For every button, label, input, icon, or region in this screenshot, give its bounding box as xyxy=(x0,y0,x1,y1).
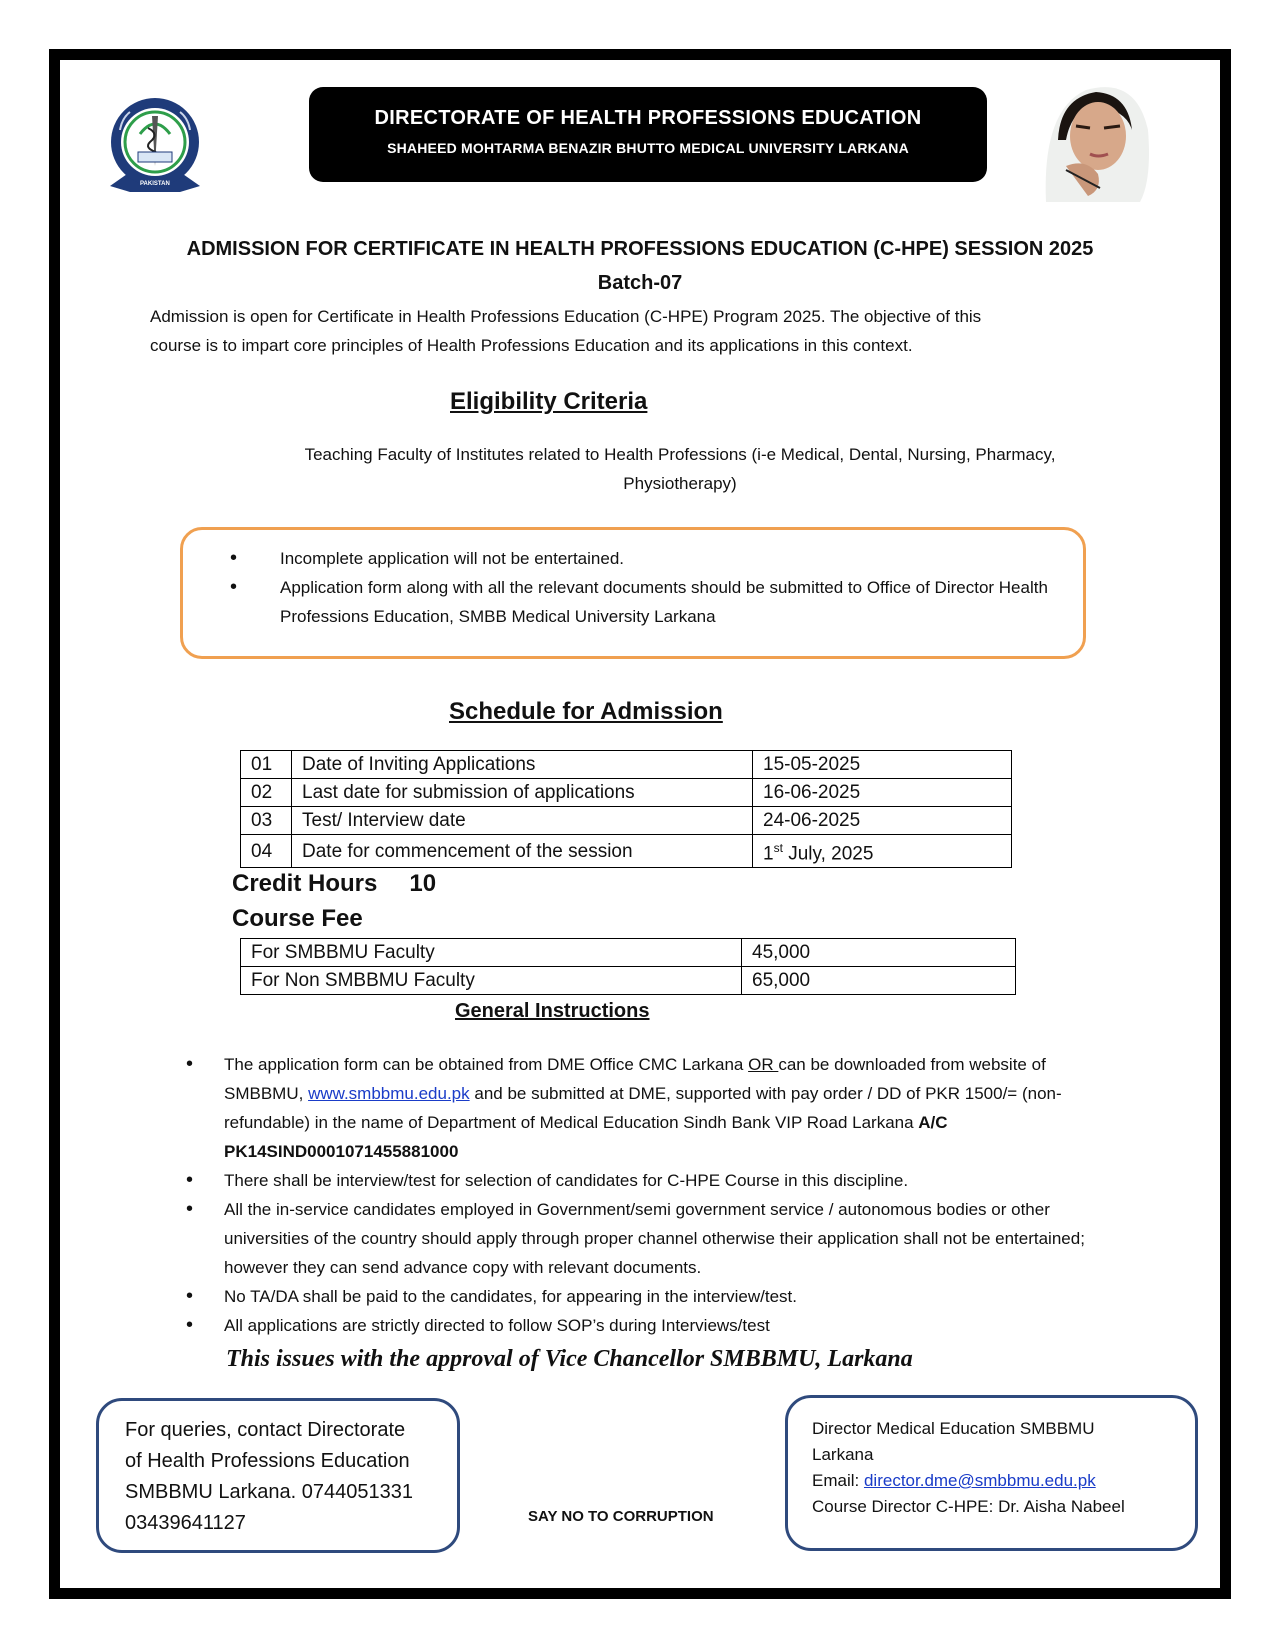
instruction-item xyxy=(182,1050,1122,1166)
instruction-item: • All the in-service candidates employed in Government/semi government service / autonomous bodies or other universities of the country should apply through proper channel otherwise their application shall not be entertained; however they can send advance copy with relevant documents. xyxy=(182,1195,1122,1282)
course-director: Course Director C-HPE: Dr. Aisha Nabeel xyxy=(812,1497,1125,1516)
portrait-photo xyxy=(1036,70,1154,202)
schedule-label: Date of Inviting Applications xyxy=(292,751,753,779)
instruction-item: • There shall be interview/test for selection of candidates for C-HPE Course in this discipline. xyxy=(182,1166,1122,1195)
instruction-item: • All applications are strictly directed to follow SOP’s during Interviews/test xyxy=(182,1311,1122,1340)
credit-value: 10 xyxy=(409,870,437,897)
schedule-no: 02 xyxy=(241,779,292,807)
intro-line2: course is to impart core principles of Health Professions Education and its applications in this context. xyxy=(150,336,913,355)
course-fee-heading: Course Fee xyxy=(232,905,363,932)
table-row xyxy=(241,835,1012,868)
slogan: SAY NO TO CORRUPTION xyxy=(528,1508,714,1525)
instruction-text: The application form can be obtained from DME Office CMC Larkana xyxy=(224,1055,749,1074)
table-row xyxy=(241,807,1012,835)
instruction-text: can be downloaded from website of SMBBMU, xyxy=(224,1055,1046,1103)
logo-pakistan-text: PAKISTAN xyxy=(140,181,170,187)
schedule-date xyxy=(753,835,1012,868)
intro-paragraph xyxy=(150,302,1110,360)
schedule-no: 03 xyxy=(241,807,292,835)
eligibility-line1: Teaching Faculty of Institutes related to Health Professions (i-e Medical, Dental, Nursing, Pharmacy, xyxy=(304,445,1056,464)
schedule-heading: Schedule for Admission xyxy=(449,698,723,725)
email-label: Email: xyxy=(812,1471,864,1490)
general-instructions-heading: General Instructions xyxy=(455,1000,650,1022)
header-line2: SHAHEED MOHTARMA BENAZIR BHUTTO MEDICAL UNIVERSITY LARKANA xyxy=(387,140,909,156)
queries-line: of Health Professions Education xyxy=(125,1450,410,1472)
table-row xyxy=(241,939,1016,967)
schedule-label: Test/ Interview date xyxy=(292,807,753,835)
notes-list xyxy=(228,544,1048,631)
eligibility-heading: Eligibility Criteria xyxy=(450,388,648,415)
schedule-date: 24-06-2025 xyxy=(753,807,1012,835)
date-rest: July, 2025 xyxy=(782,843,874,865)
general-instructions-list xyxy=(182,1050,1122,1340)
table-row xyxy=(241,967,1016,995)
schedule-table xyxy=(240,750,1012,868)
fee-amount: 45,000 xyxy=(742,939,1016,967)
account-number: A/C PK14SIND0001071455881000 xyxy=(224,1113,948,1161)
schedule-no: 01 xyxy=(241,751,292,779)
credit-hours xyxy=(232,870,436,898)
date-day: 1 xyxy=(763,843,774,865)
instruction-text: and be submitted at DME, supported with pay order / DD of PKR 1500/= (non-refundable) in the name of Department of Medical Education Sindh Bank VIP Road Larkana xyxy=(224,1084,1062,1132)
schedule-date: 15-05-2025 xyxy=(753,751,1012,779)
queries-line: SMBBMU Larkana. 0744051331 xyxy=(125,1481,413,1503)
fee-table xyxy=(240,938,1016,995)
page-title: ADMISSION FOR CERTIFICATE IN HEALTH PROFESSIONS EDUCATION (C-HPE) SESSION 2025 xyxy=(186,238,1094,260)
eligibility-text xyxy=(230,440,1130,498)
or-text: OR xyxy=(748,1055,779,1074)
note-item: • Application form along with all the relevant documents should be submitted to Office of Director Health Professions Education, SMBB Medical University Larkana xyxy=(228,573,1048,631)
header-banner xyxy=(309,87,987,182)
email-link[interactable]: director.dme@smbbmu.edu.pk xyxy=(863,1471,1096,1490)
fee-label: For Non SMBBMU Faculty xyxy=(241,967,742,995)
schedule-label: Date for commencement of the session xyxy=(292,835,753,868)
fee-amount: 65,000 xyxy=(742,967,1016,995)
university-logo xyxy=(100,94,210,194)
queries-line: For queries, contact Directorate xyxy=(125,1419,406,1441)
director-title: Director Medical Education SMBBMU xyxy=(812,1419,1095,1438)
queries-box xyxy=(96,1398,460,1553)
schedule-no: 04 xyxy=(241,835,292,868)
queries-line: 03439641127 xyxy=(125,1512,246,1534)
intro-line1: Admission is open for Certificate in Health Professions Education (C-HPE) Program 2025. The objective of this xyxy=(150,307,982,326)
director-email-row xyxy=(812,1468,1195,1494)
date-sup: st xyxy=(773,841,783,855)
note-item: • Incomplete application will not be entertained. xyxy=(228,544,1048,573)
website-link[interactable]: www.smbbmu.edu.pk xyxy=(308,1084,470,1103)
header-line1: DIRECTORATE OF HEALTH PROFESSIONS EDUCATION xyxy=(374,107,922,129)
director-box xyxy=(785,1395,1198,1551)
instruction-item: • No TA/DA shall be paid to the candidates, for appearing in the interview/test. xyxy=(182,1282,1122,1311)
eligibility-line2: Physiotherapy) xyxy=(623,474,737,493)
schedule-label: Last date for submission of applications xyxy=(292,779,753,807)
credit-label: Credit Hours xyxy=(232,870,378,897)
approval-note: This issues with the approval of Vice Chancellor SMBBMU, Larkana xyxy=(226,1346,913,1372)
fee-label: For SMBBMU Faculty xyxy=(241,939,742,967)
table-row xyxy=(241,751,1012,779)
schedule-date: 16-06-2025 xyxy=(753,779,1012,807)
director-city: Larkana xyxy=(812,1445,874,1464)
table-row xyxy=(241,779,1012,807)
batch-label: Batch-07 xyxy=(597,272,683,294)
